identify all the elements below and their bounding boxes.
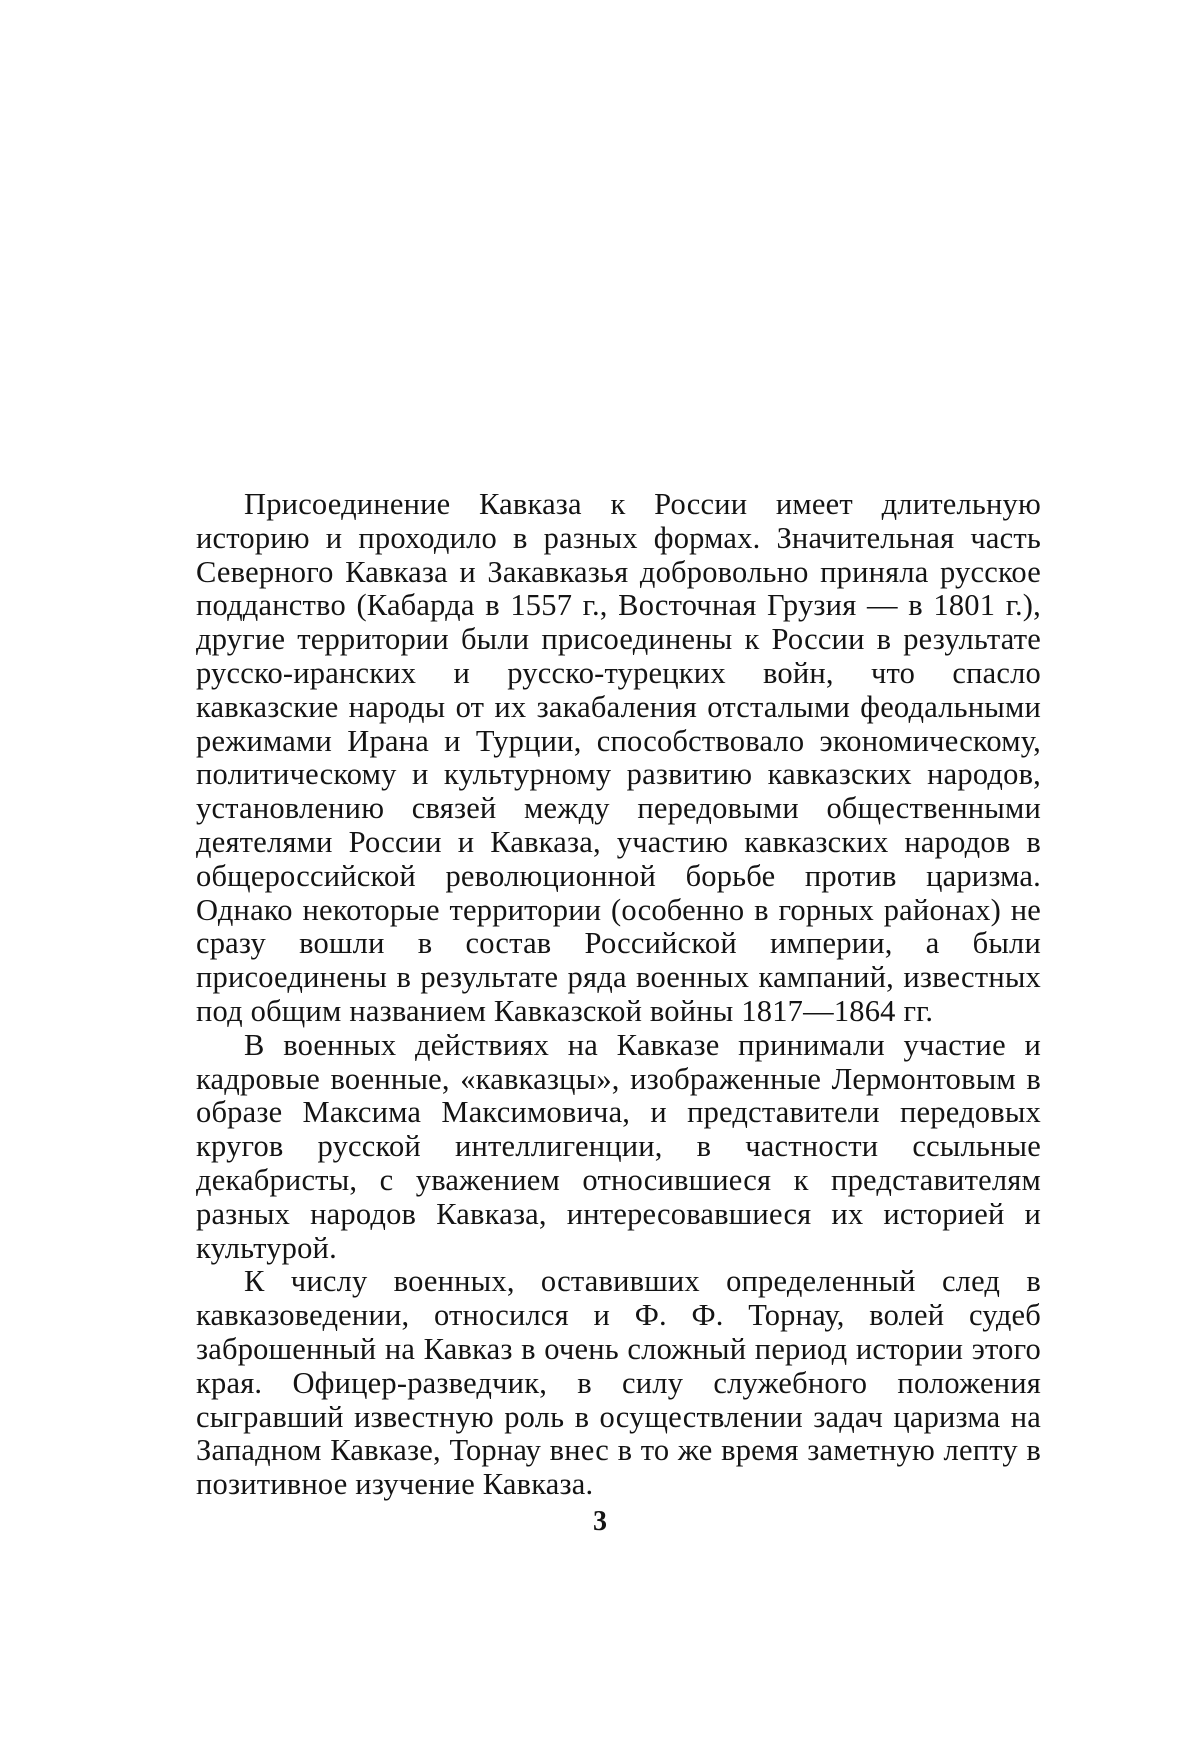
page-number: 3 bbox=[593, 1506, 607, 1537]
paragraph-1: Присоединение Кавказа к России имеет длительную историю и проходило в разных формах. Значительная часть Северного Кавказа и Закавказья добровольно приняла русское подданство (Кабарда в 1557 г., Восточная Грузия — в 1801 г.), другие территории были присоединены к России в результате русско-иранских и русско-турецких войн, что спасло кавказские народы от их закабаления отсталыми феодальными режимами Ирана и Турции, способствовало экономическому, политическому и культурному развитию кавказских народов, установлению связей между передовыми общественными деятелями России и Кавказа, участию кавказских народов в общероссийской революционной борьбе против царизма. Однако некоторые территории (особенно в горных районах) не сразу вошли в состав Российской империи, а были присоединены в результате ряда военных кампаний, известных под общим названием Кавказской войны 1817—1864 гг. bbox=[196, 487, 1041, 1028]
paragraph-2: В военных действиях на Кавказе принимали участие и кадровые военные, «кавказцы», изображенные Лермонтовым в образе Максима Максимовича, и представители передовых кругов русской интеллигенции, в частности ссыльные декабристы, с уважением относившиеся к представителям разных народов Кавказа, интересовавшиеся их историей и культурой. bbox=[196, 1027, 1041, 1265]
paragraph-3: К числу военных, оставивших определенный след в кавказоведении, относился и Ф. Ф. Торнау, волей судеб заброшенный на Кавказ в очень сложный период истории этого края. Офицер-разведчик, в силу служебного положения сыгравший известную роль в осуществлении задач царизма на Западном Кавказе, Торнау внес в то же время заметную лепту в позитивное изучение Кавказа. bbox=[196, 1264, 1041, 1502]
main-text bbox=[196, 488, 1041, 1502]
